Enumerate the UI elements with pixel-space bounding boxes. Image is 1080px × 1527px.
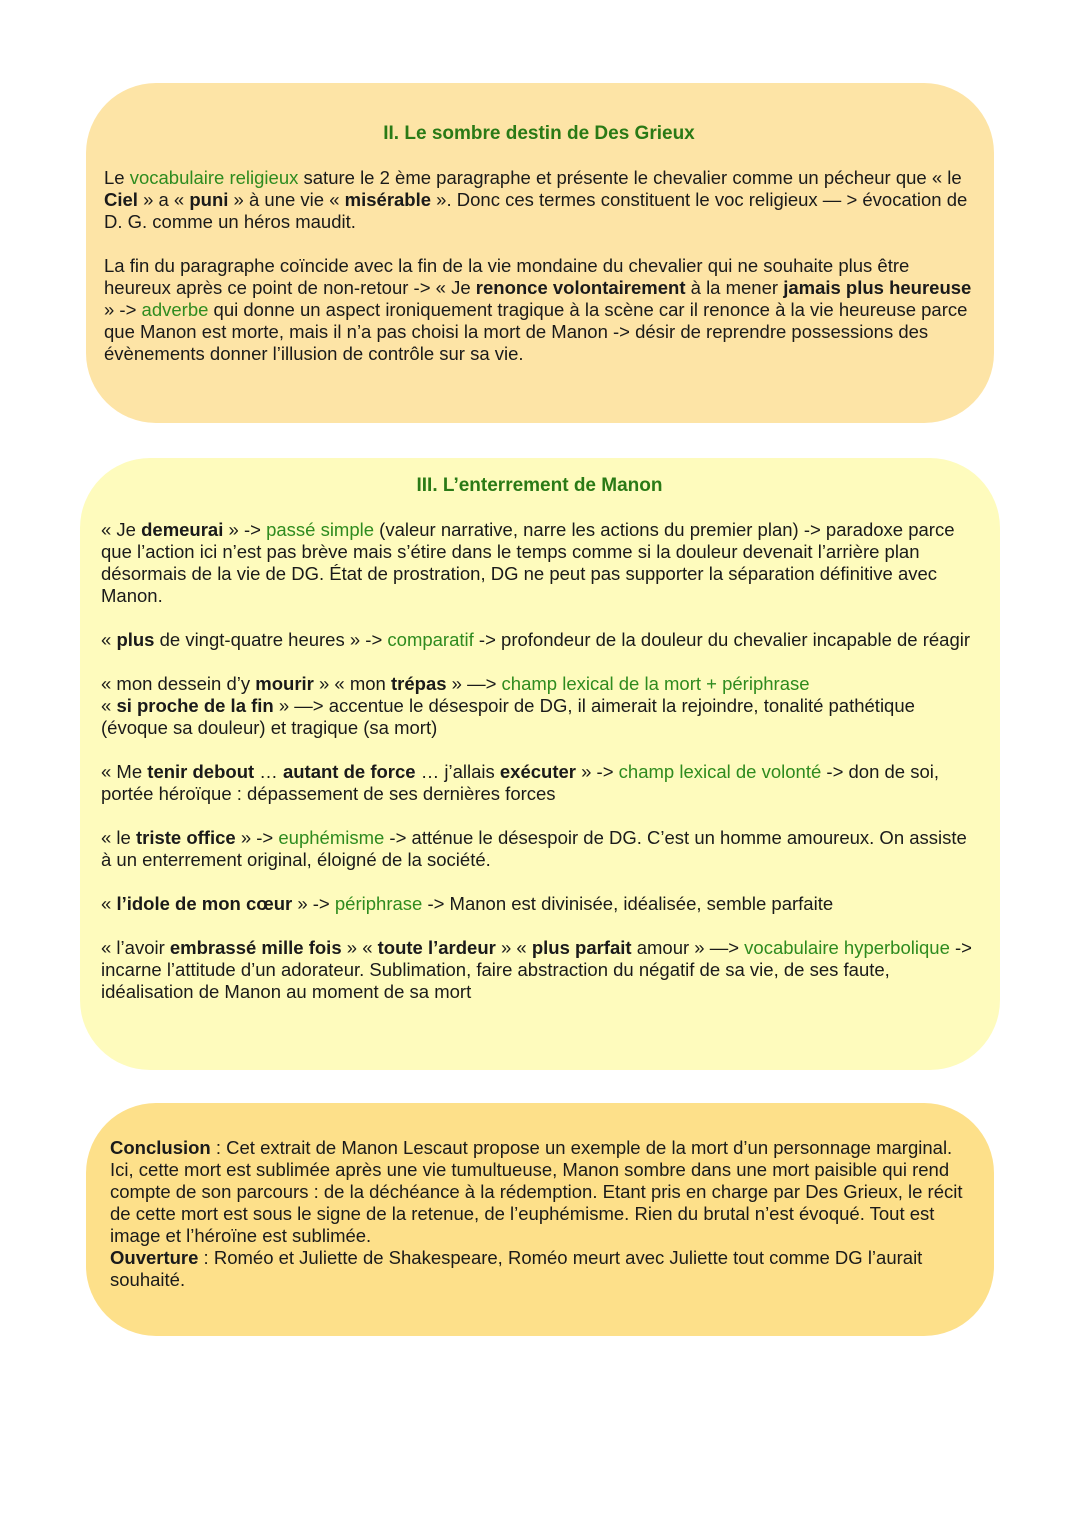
section-2-card (86, 83, 994, 423)
conclusion-label: Conclusion (110, 1137, 211, 1158)
conclusion-card (86, 1103, 994, 1336)
section-3-paragraph-6: « l’idole de mon cœur » -> périphrase -> Manon est divinisée, idéalisée, semble parfaite (101, 893, 834, 914)
section-3-title: III. L’enterrement de Manon (416, 475, 663, 496)
section-2-paragraph-1: Le vocabulaire religieux sature le 2 ème paragraphe et présente le chevalier comme un pécheur que « le Ciel » a « puni » à une vie « misérable ». Donc ces termes constituent le voc religieux — > évocation de D. G. comme un héros maudit. (104, 167, 968, 232)
section-3-paragraph-3: « mon dessein d’y mourir » « mon trépas » —> champ lexical de la mort + périphrase « si proche de la fin » —> accentue le désespoir de DG, il aimerait la rejoindre, tonalité pathétique (évoque sa douleur) et tragique (sa mort) (101, 673, 915, 738)
section-3-paragraph-4: « Me tenir debout … autant de force … j’allais exécuter » -> champ lexical de volonté -> don de soi, portée héroïque : dépassement de ses dernières forces (101, 761, 940, 804)
conclusion-paragraph: Conclusion : Cet extrait de Manon Lescaut propose un exemple de la mort d’un personnage marginal. Ici, cette mort est sublimée après une vie tumultueuse, Manon sombre dans une mort paisible qui rend compte de son parcours : de la déchéance à la rédemption. Etant pris en charge par Des Grieux, le récit de cette mort est sous le signe de la retenue, de l’euphémisme. Rien du brutal n’est évoqué. Tout est image et l’héroïne est sublimée. Ouverture : Roméo et Juliette de Shakespeare, Roméo meurt avec Juliette tout comme DG l’aurait souhaité. (110, 1137, 963, 1290)
section-2-title: II. Le sombre destin de Des Grieux (383, 123, 695, 144)
section-3-paragraph-2: « plus de vingt-quatre heures » -> comparatif -> profondeur de la douleur du chevalier incapable de réagir (101, 629, 971, 650)
section-3-card (80, 458, 1000, 1070)
section-3-paragraph-1: « Je demeurai » -> passé simple (valeur narrative, narre les actions du premier plan) -> paradoxe parce que l’action ici n’est pas brève mais s’étire dans le temps comme si la douleur devenait l’arrière plan désormais de la vie de DG. État de prostration, DG ne peut pas supporter la séparation définitive avec Manon. (101, 519, 955, 606)
section-3-paragraph-5: « le triste office » -> euphémisme -> atténue le désespoir de DG. C’est un homme amoureux. On assiste à un enterrement original, éloigné de la société. (101, 827, 967, 870)
section-3-paragraph-7: « l’avoir embrassé mille fois » « toute l’ardeur » « plus parfait amour » —> vocabulaire hyperbolique -> incarne l’attitude d’un adorateur. Sublimation, faire abstraction du négatif de sa vie, de ses faute, idéalisation de Manon au moment de sa mort (101, 937, 972, 1002)
section-2-paragraph-2: La fin du paragraphe coïncide avec la fin de la vie mondaine du chevalier qui ne souhaite plus être heureux après ce point de non-retour -> « Je renonce volontairement à la mener jamais plus heureuse » -> adverbe qui donne un aspect ironiquement tragique à la scène car il renonce à la vie heureuse parce que Manon est morte, mais il n’a pas choisi la mort de Manon -> désir de reprendre possessions des évènements donner l’illusion de contrôle sur sa vie. (104, 255, 972, 364)
ouverture-label: Ouverture (110, 1247, 199, 1268)
